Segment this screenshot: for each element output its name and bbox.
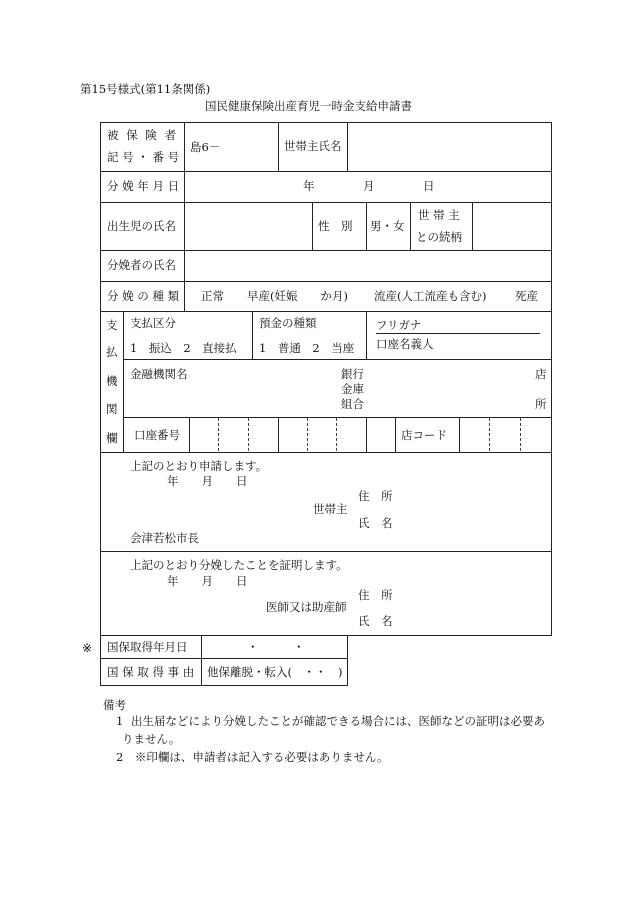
- branch-suffix-sho: 所: [535, 397, 547, 411]
- deposit-type-label: 預金の種類: [259, 316, 317, 330]
- birth-date-month: 月: [363, 179, 375, 193]
- doctor-midwife-label: 医師又は助産師: [266, 600, 347, 614]
- note-2: 2 ※印欄は、申請者は記入する必要はありません。: [116, 750, 389, 764]
- payment-side-char-5: 欄: [106, 431, 118, 445]
- certification-statement: 上記のとおり分娩したことを証明します。: [130, 558, 348, 572]
- delivery-stillbirth-option[interactable]: 死産: [515, 289, 538, 303]
- delivery-miscarriage-option[interactable]: 流産(人工流産も含む): [374, 289, 487, 303]
- insured-number-label-line2: 記 号 ・ 番 号: [107, 150, 180, 164]
- delivery-normal-option[interactable]: 正常: [201, 289, 224, 303]
- account-holder-label: 口座名義人: [376, 337, 434, 351]
- birth-date-label: 分 娩 年 月 日: [107, 179, 180, 193]
- recipient-mayor: 会津若松市長: [130, 531, 199, 545]
- child-name-label: 出生児の氏名: [107, 219, 176, 233]
- bank-type-bank[interactable]: 銀行: [341, 367, 364, 381]
- relation-label-line2: との続柄: [416, 230, 462, 244]
- payment-side-char-4: 関: [106, 402, 118, 416]
- form-number: 第15号様式(第11条関係): [80, 82, 211, 96]
- payment-category-options[interactable]: 1 振込 2 直接払: [130, 341, 237, 355]
- birth-date-day: 日: [423, 179, 435, 193]
- householder-name-label: 世帯主氏名: [284, 139, 342, 153]
- applicant-householder-label: 世帯主: [313, 502, 348, 516]
- acquired-date-label: 国保取得年月日: [107, 640, 188, 654]
- insured-number-value[interactable]: 島6－: [190, 140, 221, 154]
- payment-side-char-1: 支: [106, 318, 118, 332]
- application-date: 年 月 日: [167, 474, 248, 488]
- note-1-number: 1: [116, 714, 124, 728]
- certifier-address-label: 住 所: [358, 588, 393, 602]
- form-title: 国民健康保険出産育児一時金支給申請書: [205, 99, 412, 113]
- delivery-premature-option[interactable]: 早産(妊娠 か月): [247, 289, 348, 303]
- deposit-type-options[interactable]: 1 普通 2 当座: [259, 341, 355, 355]
- application-statement: 上記のとおり申請します。: [130, 459, 268, 473]
- acquired-reason-value[interactable]: 他保離脱・転入( ・・ ): [207, 665, 343, 679]
- householder-name-field[interactable]: [352, 136, 546, 164]
- office-use-mark: ※: [82, 641, 93, 655]
- certifier-name-label: 氏 名: [358, 614, 393, 628]
- payment-side-char-3: 機: [106, 374, 118, 388]
- applicant-address-label: 住 所: [358, 489, 393, 503]
- bank-name-label: 金融機関名: [130, 367, 188, 381]
- note-1-line-2: りません。: [122, 732, 181, 746]
- relation-label-line1: 世 帯 主: [418, 208, 460, 222]
- mother-name-field[interactable]: [190, 256, 546, 278]
- sex-label: 性 別: [318, 219, 353, 233]
- account-number-label: 口座番号: [134, 428, 180, 442]
- certification-date: 年 月 日: [167, 574, 248, 588]
- bank-type-union[interactable]: 組合: [341, 397, 364, 411]
- child-name-field[interactable]: [190, 210, 308, 244]
- payment-side-char-2: 払: [106, 345, 118, 359]
- acquired-reason-label: 国 保 取 得 事 由: [107, 665, 195, 679]
- bank-type-shinkin[interactable]: 金庫: [341, 382, 364, 396]
- mother-name-label: 分娩者の氏名: [107, 258, 176, 272]
- birth-date-year: 年: [303, 179, 315, 193]
- notes-heading: 備考: [103, 698, 126, 712]
- applicant-name-label: 氏 名: [358, 516, 393, 530]
- delivery-type-label: 分 娩 の 種 類: [107, 289, 180, 303]
- branch-suffix-ten: 店: [535, 367, 547, 381]
- note-1-line-1: 出生届などにより分娩したことが確認できる場合には、医師などの証明は必要あ: [131, 714, 545, 728]
- acquired-date-value[interactable]: ・ ・: [247, 640, 305, 654]
- sex-options[interactable]: 男・女: [370, 219, 405, 233]
- payment-category-label: 支払区分: [130, 316, 176, 330]
- branch-code-label: 店コード: [401, 428, 447, 442]
- furigana-label: フリガナ: [376, 318, 422, 332]
- insured-number-label-line1: 被 保 険 者: [107, 128, 178, 142]
